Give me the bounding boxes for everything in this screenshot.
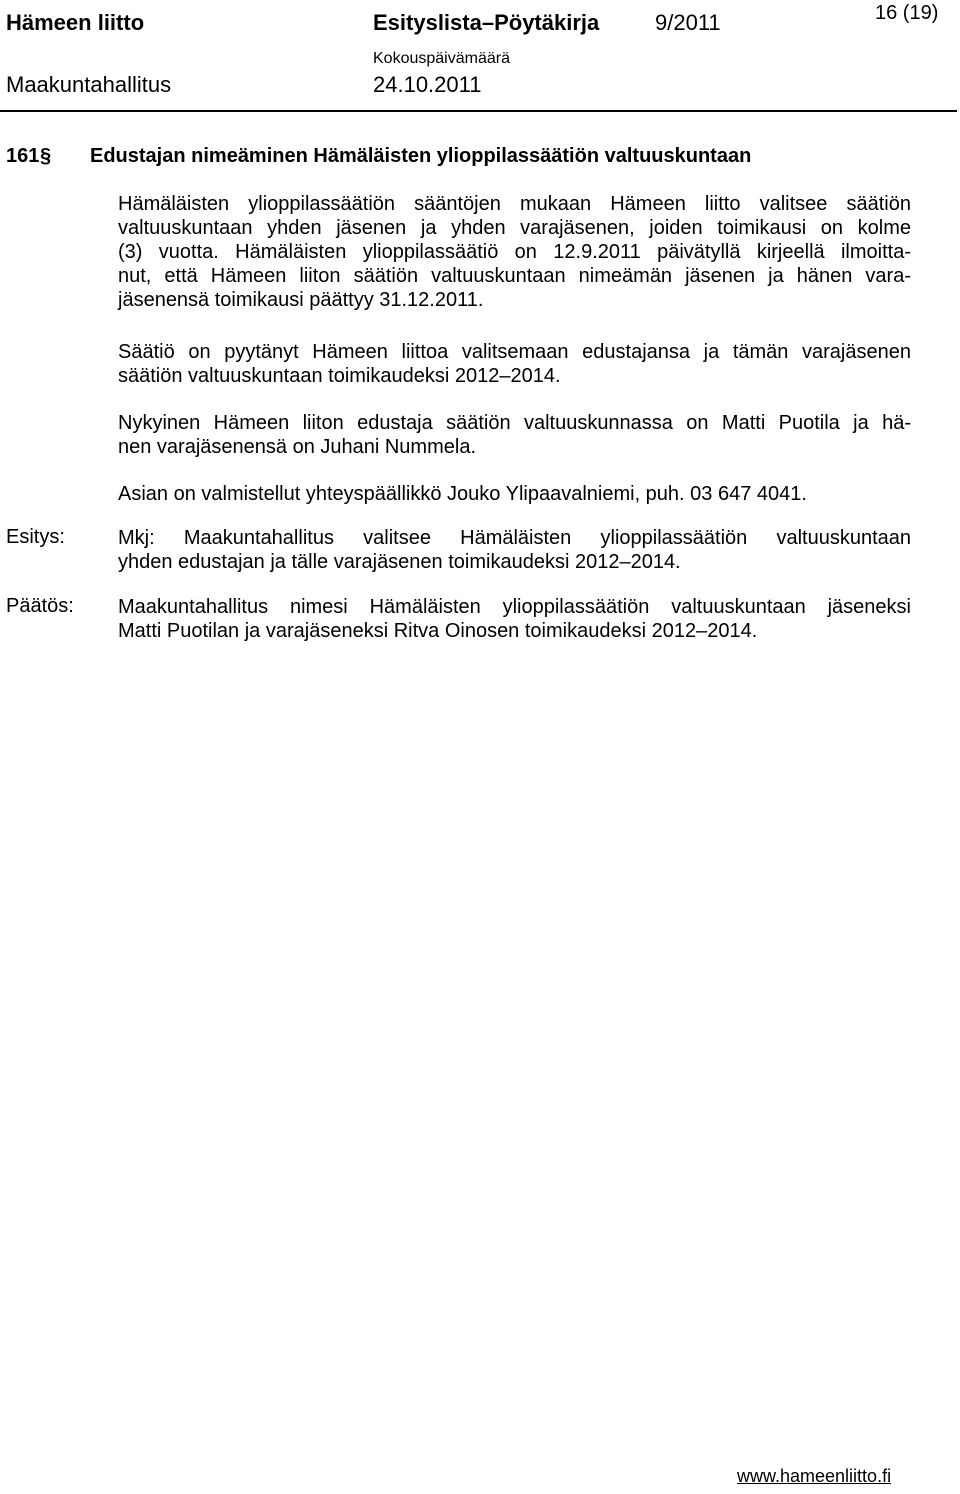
meeting-date-label: Kokouspäivämäärä (373, 50, 510, 67)
decision-label: Päätös: (6, 595, 74, 617)
proposal-line: yhden edustajan ja tälle varajäsenen toimikaudeksi 2012–2014. (118, 551, 681, 573)
section-number: 161 (6, 145, 40, 167)
proposal-label: Esitys: (6, 526, 65, 548)
paragraph-line: nut, että Hämeen liiton säätiön valtuuskuntaan nimeämän jäsenen ja hänen vara- (118, 265, 911, 287)
meeting-date: 24.10.2011 (373, 72, 482, 97)
paragraph-request (118, 340, 911, 388)
paragraph-line: Hämäläisten ylioppilassäätiön sääntöjen mukaan Hämeen liitto valitsee säätiön (118, 193, 911, 215)
organization-name: Hämeen liitto (6, 10, 145, 35)
governing-body: Maakuntahallitus (6, 72, 172, 97)
paragraph-background (118, 192, 911, 312)
document-number: 9/2011 (655, 10, 721, 35)
paragraph-line: nen varajäsenensä on Juhani Nummela. (118, 436, 476, 458)
page-number: 16 (19) (875, 2, 939, 24)
paragraph-line: Nykyinen Hämeen liiton edustaja säätiön valtuuskunnassa on Matti Puotila ja hä- (118, 412, 911, 434)
section-symbol: § (40, 145, 52, 167)
section-title: Edustajan nimeäminen Hämäläisten ylioppilassäätiön valtuuskuntaan (90, 145, 752, 167)
website-link[interactable]: www.hameenliitto.fi (737, 1466, 892, 1486)
document-type: Esityslista–Pöytäkirja (373, 10, 600, 35)
paragraph-current-representative (118, 411, 911, 459)
paragraph-line: säätiön valtuuskuntaan toimikaudeksi 2012–2014. (118, 365, 561, 387)
header-divider (0, 110, 957, 112)
paragraph-line: (3) vuotta. Hämäläisten ylioppilassäätiö on 12.9.2011 päivätyllä kirjeellä ilmoitta- (118, 241, 911, 263)
proposal-line: Mkj: Maakuntahallitus valitsee Hämäläisten ylioppilassäätiön valtuuskuntaan (118, 527, 911, 549)
proposal-text (118, 526, 911, 574)
paragraph-line: valtuuskuntaan yhden jäsenen ja yhden varajäsenen, joiden toimikausi on kolme (118, 217, 911, 239)
decision-text (118, 595, 911, 643)
paragraph-line: jäsenensä toimikausi päättyy 31.12.2011. (118, 289, 484, 311)
paragraph-line: Säätiö on pyytänyt Hämeen liittoa valitsemaan edustajansa ja tämän varajäsenen (118, 341, 911, 363)
paragraph-line: Asian on valmistellut yhteyspäällikkö Jouko Ylipaavalniemi, puh. 03 647 4041. (118, 483, 807, 505)
paragraph-preparer (118, 482, 911, 506)
decision-line: Matti Puotilan ja varajäseneksi Ritva Oinosen toimikaudeksi 2012–2014. (118, 620, 758, 642)
decision-line: Maakuntahallitus nimesi Hämäläisten ylioppilassäätiön valtuuskuntaan jäseneksi (118, 596, 911, 618)
